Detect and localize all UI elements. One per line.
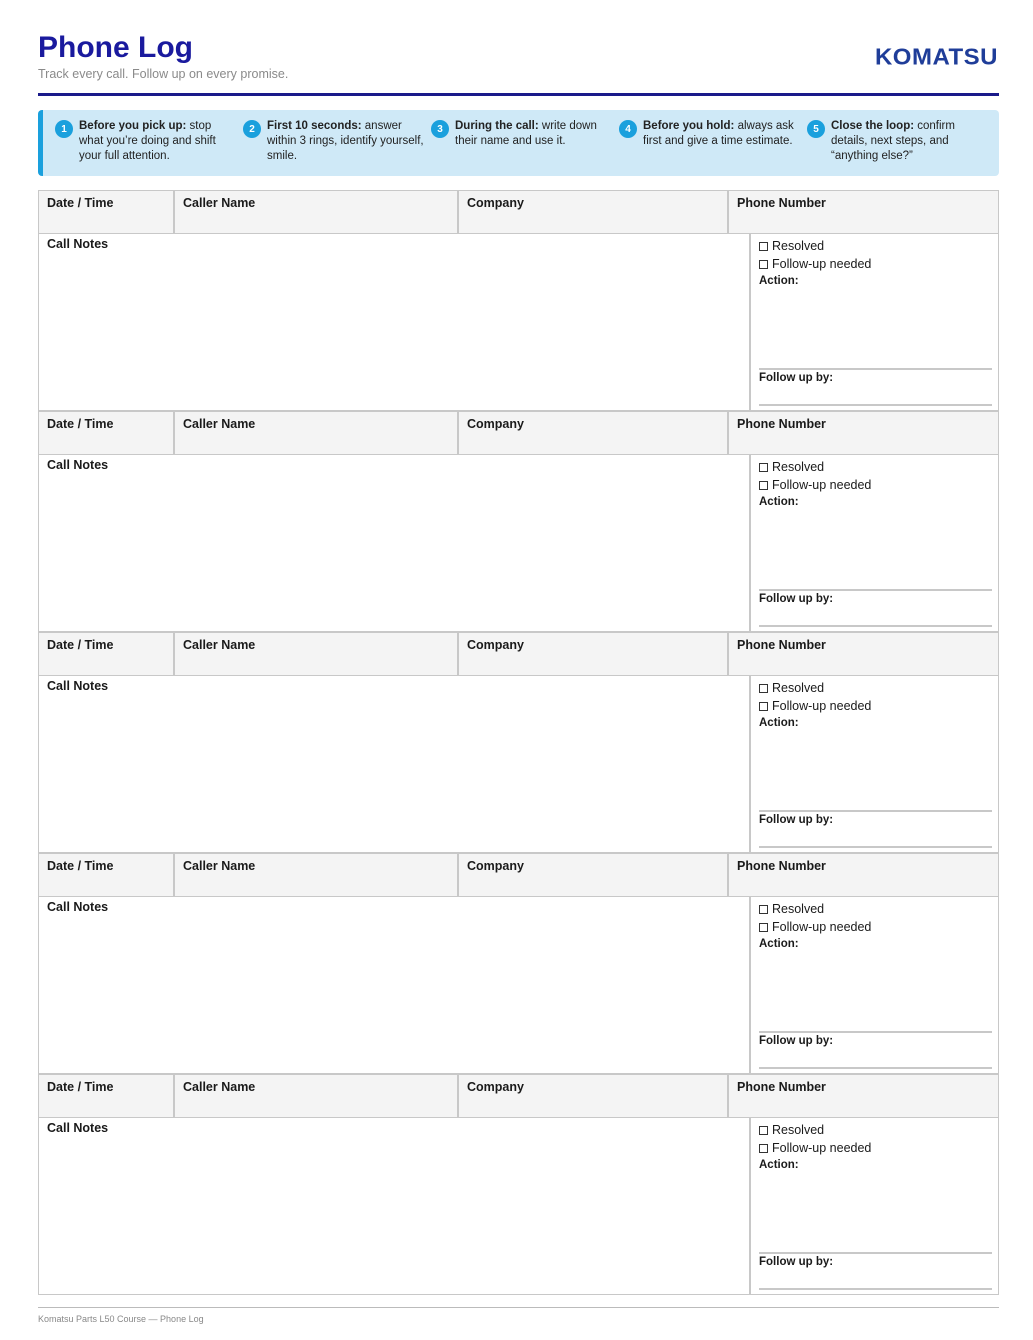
entry-body-row: [38, 455, 999, 632]
resolved-label: Resolved: [772, 902, 825, 916]
entry-status-panel: [751, 676, 998, 852]
page-header: [38, 30, 999, 96]
tips-banner: [38, 110, 999, 176]
resolved-checkbox[interactable]: [759, 679, 990, 697]
entry-status-panel: [751, 1118, 998, 1294]
tip-heading: Before you hold:: [643, 120, 735, 132]
tip-item: [619, 119, 807, 176]
caller-name-field[interactable]: Caller Name: [175, 191, 459, 233]
resolved-label: Resolved: [772, 460, 825, 474]
company-field[interactable]: Company: [459, 854, 729, 896]
follow-up-needed-label: Follow-up needed: [772, 478, 872, 492]
entry-body-row: [38, 676, 999, 853]
call-log-entry: [38, 190, 999, 411]
checkbox-icon: [759, 1126, 768, 1135]
call-notes-field[interactable]: [39, 234, 751, 410]
call-notes-field[interactable]: [39, 1118, 751, 1294]
date-time-field[interactable]: Date / Time: [39, 854, 175, 896]
tip-body: confirm details, next steps, and “anything else?”: [831, 120, 955, 162]
step-number-badge: 4: [619, 120, 637, 138]
checkbox-icon: [759, 702, 768, 711]
resolved-checkbox[interactable]: [759, 458, 990, 476]
follow-up-by-label: Follow up by:: [759, 814, 834, 826]
follow-up-by-write-line[interactable]: [759, 1067, 992, 1069]
action-write-line[interactable]: [759, 810, 992, 812]
step-number-badge: 3: [431, 120, 449, 138]
caller-name-field[interactable]: Caller Name: [175, 1075, 459, 1117]
tip-text: [831, 119, 995, 176]
tip-body: stop what you’re doing and shift your full attention.: [79, 120, 216, 162]
follow-up-needed-checkbox[interactable]: [759, 1139, 990, 1157]
resolved-label: Resolved: [772, 1123, 825, 1137]
call-log-entry: [38, 411, 999, 632]
follow-up-by-label: Follow up by:: [759, 1035, 834, 1047]
call-notes-label: Call Notes: [47, 1121, 109, 1135]
tip-body: answer within 3 rings, identify yourself, smile.: [267, 120, 424, 162]
checkbox-icon: [759, 1144, 768, 1153]
phone-number-field[interactable]: Phone Number: [737, 417, 826, 431]
tip-heading: First 10 seconds:: [267, 120, 362, 132]
action-write-line[interactable]: [759, 1031, 992, 1033]
follow-up-needed-label: Follow-up needed: [772, 920, 872, 934]
follow-up-by-write-line[interactable]: [759, 1288, 992, 1290]
resolved-checkbox[interactable]: [759, 1121, 990, 1139]
call-notes-field[interactable]: [39, 897, 751, 1073]
company-field[interactable]: Company: [459, 633, 729, 675]
footer-divider: [38, 1307, 999, 1308]
tip-item: [55, 119, 243, 176]
page-title: Phone Log: [38, 31, 193, 64]
call-log-entry: [38, 632, 999, 853]
follow-up-by-label: Follow up by:: [759, 372, 834, 384]
action-write-line[interactable]: [759, 1252, 992, 1254]
follow-up-needed-checkbox[interactable]: [759, 697, 990, 715]
follow-up-by-label: Follow up by:: [759, 593, 834, 605]
call-notes-field[interactable]: [39, 455, 751, 631]
phone-number-field[interactable]: Phone Number: [737, 859, 826, 873]
entry-status-panel: [751, 897, 998, 1073]
entry-header-row: [38, 411, 999, 455]
entry-status-panel: [751, 234, 998, 410]
call-notes-label: Call Notes: [47, 458, 109, 472]
company-field[interactable]: Company: [459, 1075, 729, 1117]
date-time-field[interactable]: Date / Time: [39, 1075, 175, 1117]
caller-name-field[interactable]: Caller Name: [175, 633, 459, 675]
checkbox-icon: [759, 684, 768, 693]
entry-header-row: [38, 190, 999, 234]
tip-body: always ask first and give a time estimate.: [643, 120, 794, 147]
call-log-entries: [38, 190, 999, 1295]
action-label: Action:: [759, 717, 799, 729]
resolved-checkbox[interactable]: [759, 237, 990, 255]
tip-heading: Before you pick up:: [79, 120, 187, 132]
action-label: Action:: [759, 496, 799, 508]
step-number-badge: 2: [243, 120, 261, 138]
checkbox-icon: [759, 242, 768, 251]
tip-text: [455, 119, 619, 176]
komatsu-logo: KOMATSU: [874, 44, 998, 71]
checkbox-icon: [759, 923, 768, 932]
tip-heading: During the call:: [455, 120, 539, 132]
page-footer: Komatsu Parts L50 Course — Phone Log: [38, 1314, 204, 1324]
tip-item: [807, 119, 995, 176]
page-subtitle: Track every call. Follow up on every promise.: [38, 67, 289, 81]
caller-name-field[interactable]: Caller Name: [175, 854, 459, 896]
company-field[interactable]: Company: [459, 412, 729, 454]
follow-up-needed-checkbox[interactable]: [759, 476, 990, 494]
tip-item: [431, 119, 619, 176]
tip-body: write down their name and use it.: [455, 120, 597, 147]
date-time-field[interactable]: Date / Time: [39, 191, 175, 233]
follow-up-needed-label: Follow-up needed: [772, 257, 872, 271]
action-label: Action:: [759, 938, 799, 950]
action-label: Action:: [759, 1159, 799, 1171]
step-number-badge: 5: [807, 120, 825, 138]
date-time-field[interactable]: Date / Time: [39, 412, 175, 454]
entry-status-panel: [751, 455, 998, 631]
phone-number-field[interactable]: Phone Number: [737, 196, 826, 210]
call-log-entry: [38, 1074, 999, 1295]
follow-up-by-write-line[interactable]: [759, 404, 992, 406]
entry-header-row: [38, 853, 999, 897]
tip-heading: Close the loop:: [831, 120, 915, 132]
action-write-line[interactable]: [759, 368, 992, 370]
call-notes-label: Call Notes: [47, 237, 109, 251]
follow-up-needed-checkbox[interactable]: [759, 918, 990, 936]
call-notes-label: Call Notes: [47, 900, 109, 914]
entry-body-row: [38, 1118, 999, 1295]
call-log-entry: [38, 853, 999, 1074]
entry-body-row: [38, 897, 999, 1074]
call-notes-field[interactable]: [39, 676, 751, 852]
follow-up-by-write-line[interactable]: [759, 846, 992, 848]
call-notes-label: Call Notes: [47, 679, 109, 693]
checkbox-icon: [759, 905, 768, 914]
phone-number-field[interactable]: Phone Number: [737, 1080, 826, 1094]
step-number-badge: 1: [55, 120, 73, 138]
follow-up-by-write-line[interactable]: [759, 625, 992, 627]
checkbox-icon: [759, 260, 768, 269]
resolved-label: Resolved: [772, 239, 825, 253]
resolved-label: Resolved: [772, 681, 825, 695]
company-field[interactable]: Company: [459, 191, 729, 233]
action-label: Action:: [759, 275, 799, 287]
caller-name-field[interactable]: Caller Name: [175, 412, 459, 454]
tip-text: [643, 119, 807, 176]
date-time-field[interactable]: Date / Time: [39, 633, 175, 675]
follow-up-by-label: Follow up by:: [759, 1256, 834, 1268]
entry-header-row: [38, 632, 999, 676]
action-write-line[interactable]: [759, 589, 992, 591]
checkbox-icon: [759, 481, 768, 490]
tip-text: [267, 119, 431, 176]
resolved-checkbox[interactable]: [759, 900, 990, 918]
phone-number-field[interactable]: Phone Number: [737, 638, 826, 652]
follow-up-needed-label: Follow-up needed: [772, 699, 872, 713]
tip-text: [79, 119, 243, 176]
entry-header-row: [38, 1074, 999, 1118]
checkbox-icon: [759, 463, 768, 472]
follow-up-needed-label: Follow-up needed: [772, 1141, 872, 1155]
tip-item: [243, 119, 431, 176]
header-divider: [38, 93, 999, 96]
entry-body-row: [38, 234, 999, 411]
follow-up-needed-checkbox[interactable]: [759, 255, 990, 273]
